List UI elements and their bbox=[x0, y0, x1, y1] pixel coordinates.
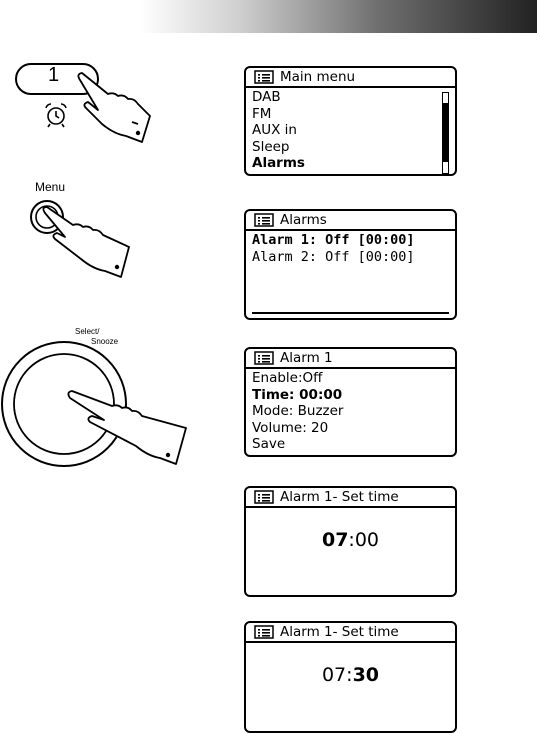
lcd-screen-set-time-hours bbox=[244, 486, 457, 597]
select-label-line2: Snooze bbox=[91, 337, 119, 346]
scrollbar bbox=[442, 92, 449, 174]
screen-title-bar bbox=[246, 68, 455, 88]
time-separator: : bbox=[346, 664, 353, 686]
scroll-thumb bbox=[443, 103, 448, 162]
divider bbox=[252, 312, 449, 314]
lcd-screen-alarm-1 bbox=[244, 347, 457, 457]
alarm-time-item[interactable]: Time: 00:00 bbox=[252, 386, 343, 403]
screen-title: Main menu bbox=[280, 69, 356, 85]
time-minutes[interactable]: 30 bbox=[352, 664, 380, 686]
list-icon bbox=[254, 351, 274, 365]
lcd-screen-main-menu bbox=[244, 66, 457, 176]
preset-1-illustration bbox=[10, 60, 160, 145]
pointing-hand-icon bbox=[43, 207, 129, 277]
time-display bbox=[246, 663, 455, 687]
alarm-clock-icon bbox=[46, 104, 66, 127]
select-snooze-illustration bbox=[0, 340, 195, 470]
screen-title: Alarm 1- Set time bbox=[280, 624, 399, 640]
lcd-screen-set-time-minutes bbox=[244, 621, 457, 733]
alarm-1-item[interactable]: Alarm 1: Off [00:00] bbox=[252, 232, 415, 248]
select-label-line1: Select/ bbox=[75, 327, 100, 336]
alarm-enable-item[interactable]: Enable:Off bbox=[252, 370, 323, 386]
header-gradient-bar bbox=[140, 0, 537, 33]
list-icon bbox=[254, 213, 274, 227]
list-icon bbox=[254, 625, 274, 639]
menu-item-alarms[interactable]: Alarms bbox=[252, 155, 305, 171]
list-icon bbox=[254, 70, 274, 84]
screen-title: Alarm 1- Set time bbox=[280, 489, 399, 505]
screen-title: Alarms bbox=[280, 212, 327, 228]
lcd-screen-alarms bbox=[244, 209, 457, 320]
time-hours[interactable]: 07 bbox=[321, 529, 349, 551]
screen-title-bar bbox=[246, 349, 455, 369]
screen-title-bar bbox=[246, 211, 455, 231]
pointing-hand-icon bbox=[78, 73, 150, 142]
time-display bbox=[246, 528, 455, 552]
preset-1-label: 1 bbox=[48, 64, 60, 86]
menu-item-fm[interactable]: FM bbox=[252, 105, 272, 122]
screen-title: Alarm 1 bbox=[280, 350, 333, 366]
screen-title-bar bbox=[246, 488, 455, 508]
menu-button-label: Menu bbox=[35, 180, 66, 194]
screen-title-bar bbox=[246, 623, 455, 643]
time-separator: : bbox=[348, 529, 355, 551]
alarm-save-item[interactable]: Save bbox=[252, 436, 286, 452]
menu-item-dab[interactable]: DAB bbox=[252, 89, 281, 105]
menu-button-illustration bbox=[25, 195, 155, 280]
time-hours[interactable]: 07 bbox=[321, 664, 347, 686]
list-icon bbox=[254, 490, 274, 504]
alarm-volume-item[interactable]: Volume: 20 bbox=[252, 419, 329, 436]
menu-item-sleep[interactable]: Sleep bbox=[252, 138, 290, 155]
alarm-mode-item[interactable]: Mode: Buzzer bbox=[252, 403, 344, 419]
alarm-2-item[interactable]: Alarm 2: Off [00:00] bbox=[252, 248, 415, 265]
menu-item-aux-in[interactable]: AUX in bbox=[252, 122, 297, 138]
time-minutes[interactable]: 00 bbox=[354, 529, 380, 551]
